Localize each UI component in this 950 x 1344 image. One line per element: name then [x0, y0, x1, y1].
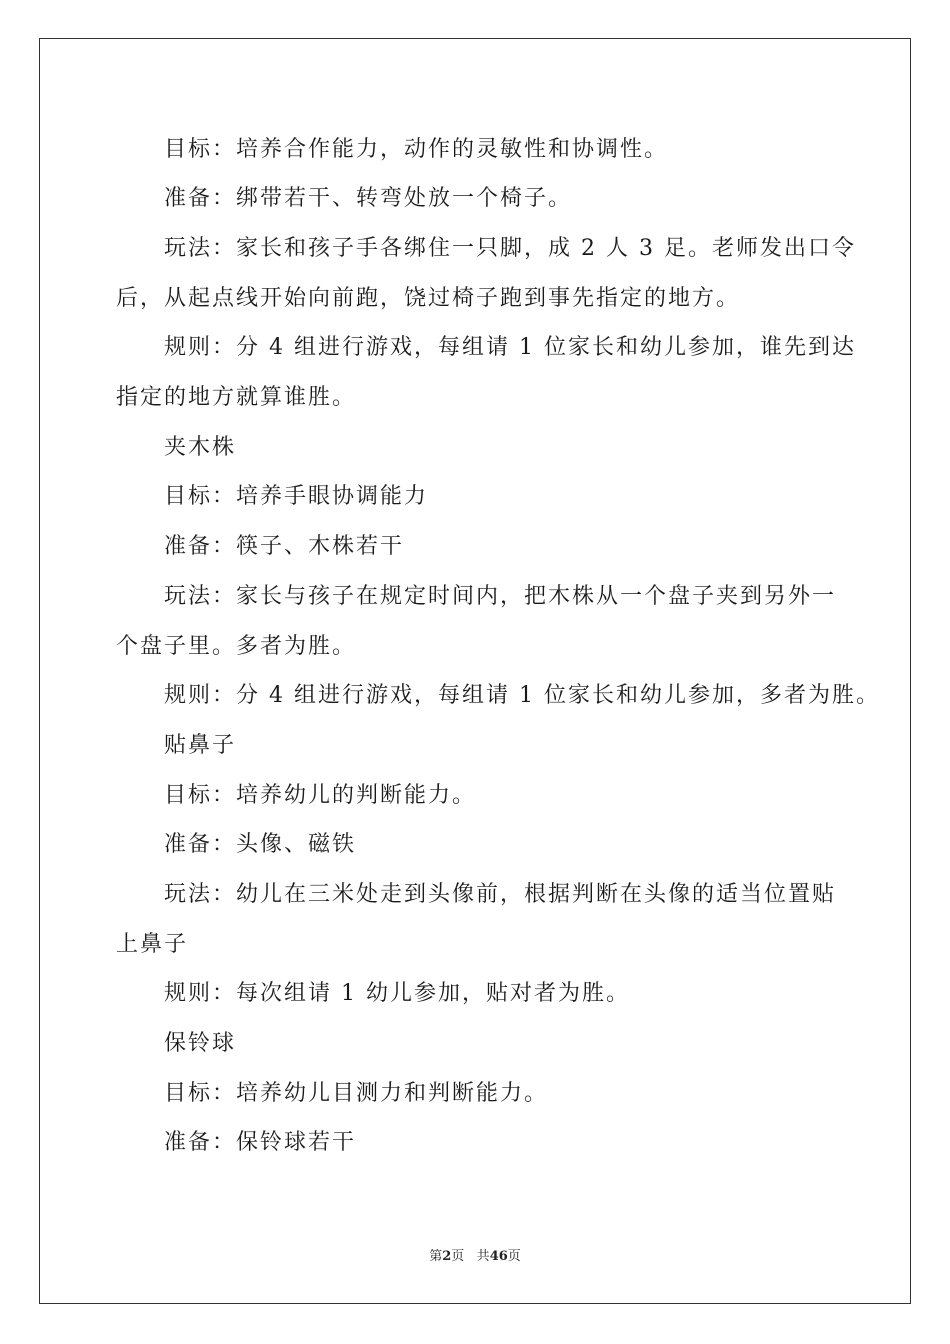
- text-line: 上鼻子: [116, 932, 189, 957]
- text-line: 后，从起点线开始向前跑，饶过椅子跑到事先指定的地方。: [116, 286, 741, 311]
- text-line: 准备：绑带若干、转弯处放一个椅子。: [164, 186, 573, 211]
- footer-page-suffix: 页: [451, 1249, 465, 1264]
- text-line: 玩法：家长与孩子在规定时间内，把木株从一个盘子夹到另外一: [164, 584, 837, 609]
- text-line: 准备：筷子、木株若干: [164, 534, 405, 559]
- current-page-number: 2: [442, 1249, 452, 1264]
- text-line: 个盘子里。多者为胜。: [116, 634, 357, 659]
- text-line: 规则：分 4 组进行游戏，每组请 1 位家长和幼儿参加，谁先到达: [164, 335, 856, 360]
- text-line: 玩法：家长和孩子手各绑住一只脚，成 2 人 3 足。老师发出口令: [164, 236, 856, 261]
- text-line: 目标：培养幼儿目测力和判断能力。: [164, 1081, 549, 1106]
- footer-total-suffix: 页: [507, 1249, 521, 1264]
- text-line: 指定的地方就算谁胜。: [116, 385, 357, 410]
- section-heading: 保铃球: [164, 1031, 237, 1056]
- text-line: 规则：每次组请 1 幼儿参加，贴对者为胜。: [164, 981, 630, 1006]
- page-border: [39, 38, 911, 1304]
- page-footer: [0, 1245, 950, 1264]
- footer-total-prefix: 共: [476, 1249, 490, 1264]
- text-line: 准备：保铃球若干: [164, 1130, 357, 1155]
- text-line: 玩法：幼儿在三米处走到头像前，根据判断在头像的适当位置贴: [164, 882, 837, 907]
- text-line: 目标：培养合作能力，动作的灵敏性和协调性。: [164, 137, 669, 162]
- section-heading: 夹木株: [164, 435, 237, 460]
- footer-prefix: 第: [429, 1249, 443, 1264]
- section-heading: 贴鼻子: [164, 733, 237, 758]
- total-pages-number: 46: [489, 1249, 508, 1264]
- text-line: 规则：分 4 组进行游戏，每组请 1 位家长和幼儿参加，多者为胜。: [164, 683, 880, 708]
- text-line: 目标：培养手眼协调能力: [164, 484, 429, 509]
- text-line: 准备：头像、磁铁: [164, 832, 357, 857]
- text-line: 目标：培养幼儿的判断能力。: [164, 783, 477, 808]
